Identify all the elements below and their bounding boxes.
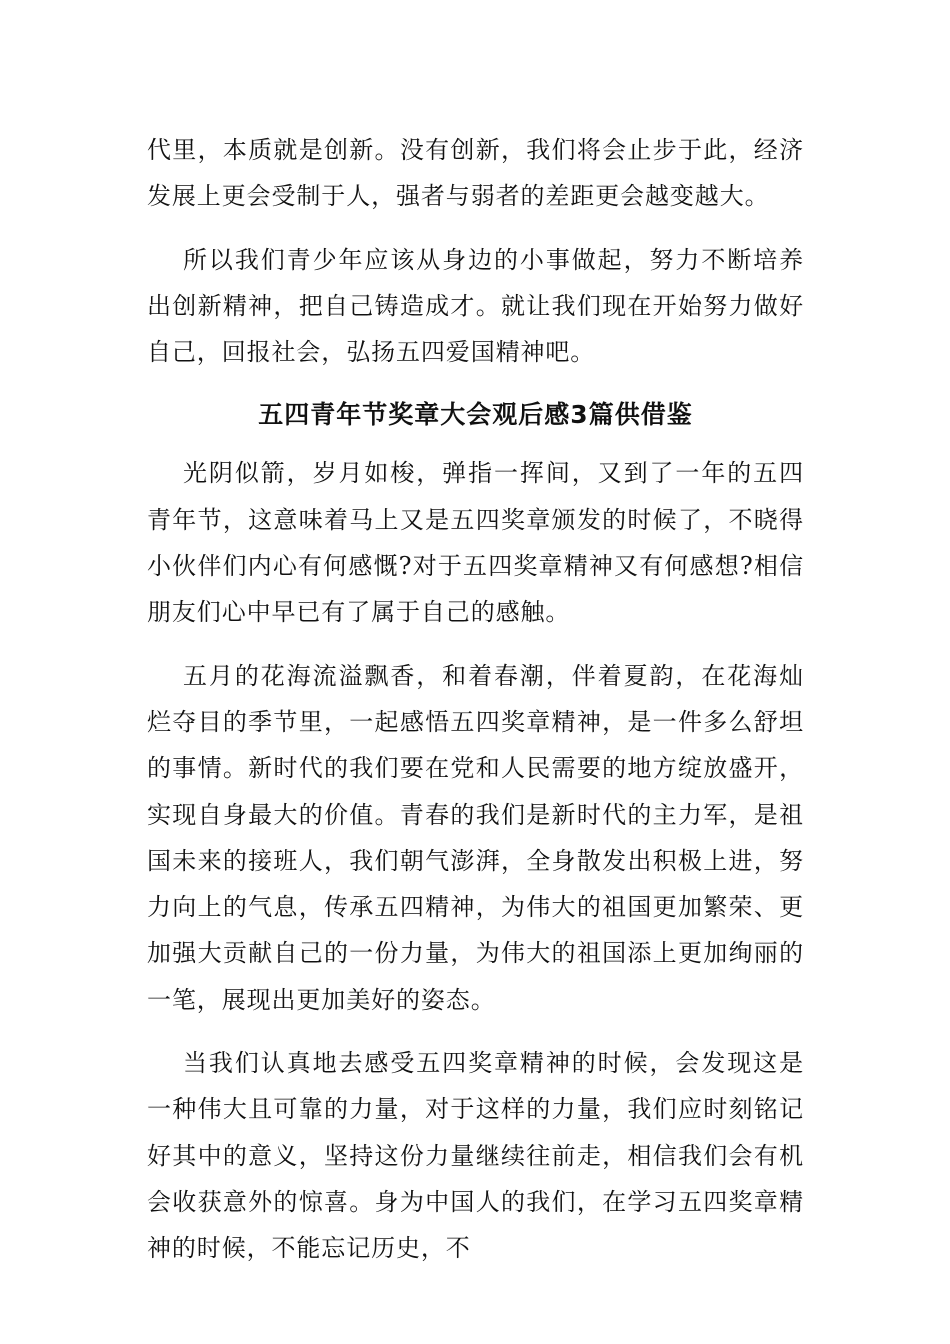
paragraph-5: 当我们认真地去感受五四奖章精神的时候，会发现这是一种伟大且可靠的力量，对于这样的力量，我们应时刻铭记好其中的意义，坚持这份力量继续往前走，相信我们会有机会收获意外的惊喜。身为中国人的我们，在学习五四奖章精神的时候，不能忘记历史，不 (147, 1049, 804, 1263)
paragraph-4: 五月的花海流溢飘香，和着春潮，伴着夏韵，在花海灿烂夺目的季节里，一起感悟五四奖章精神，是一件多么舒坦的事情。新时代的我们要在党和人民需要的地方绽放盛开，实现自身最大的价值。青春的我们是新时代的主力军，是祖国未来的接班人，我们朝气澎湃，全身散发出积极上进，努力向上的气息，传承五四精神，为伟大的祖国更加繁荣、更加强大贡献自己的一份力量，为伟大的祖国添上更加绚丽的一笔，展现出更加美好的姿态。 (147, 661, 804, 1014)
article-title: 五四青年节奖章大会观后感3篇供借鉴 (258, 400, 693, 430)
paragraph-2: 所以我们青少年应该从身边的小事做起，努力不断培养出创新精神，把自己铸造成才。就让我们现在开始努力做好自己，回报社会，弘扬五四爱国精神吧。 (147, 245, 804, 367)
paragraph-3: 光阴似箭，岁月如梭，弹指一挥间，又到了一年的五四青年节，这意味着马上又是五四奖章颁发的时候了，不晓得小伙伴们内心有何感慨?对于五四奖章精神又有何感想?相信朋友们心中早已有了属于自己的感触。 (147, 459, 804, 627)
paragraph-1: 代里，本质就是创新。没有创新，我们将会止步于此，经济发展上更会受制于人，强者与弱者的差距更会越变越大。 (147, 136, 804, 211)
document-body (147, 127, 804, 1289)
